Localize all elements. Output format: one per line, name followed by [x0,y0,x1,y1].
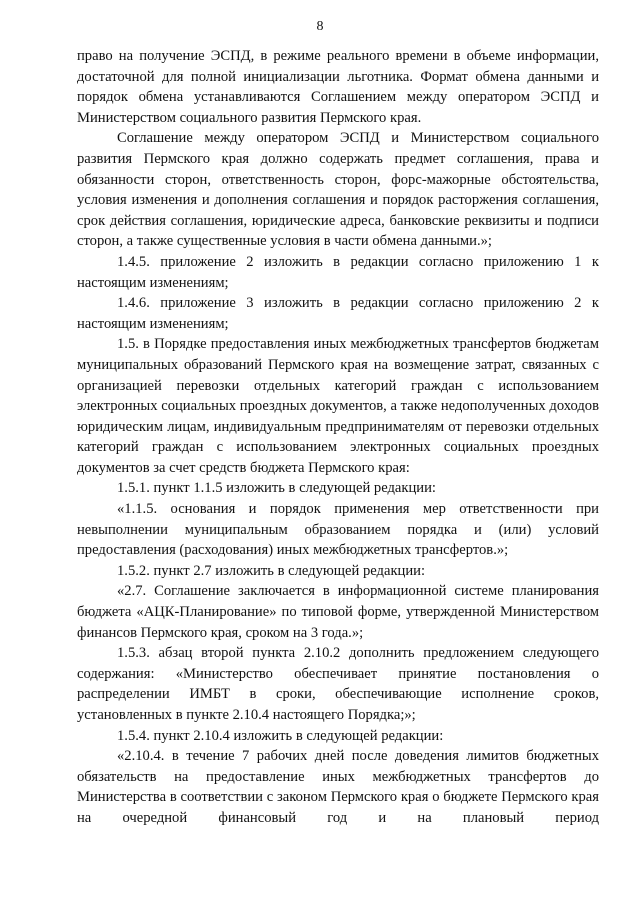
paragraph-1-5: 1.5. в Порядке предоставления иных межбюджетных трансфертов бюджетам муниципальных образований Пермского края на возмещение затрат, связанных с организацией перевозки отдельных категорий граждан с использованием электронных социальных проездных документов, а также недополученных доходов юридическим лицам, индивидуальным предпринимателям от перевозки отдельных категорий граждан с использованием электронных социальных проездных документов за счет средств бюджета Пермского края: [77,336,599,476]
paragraph-1-5-3: 1.5.3. абзац второй пункта 2.10.2 дополнить предложением следующего содержания: «Министерство обеспечивает принятие постановления о распределении ИМБТ в сроки, обеспечивающие исполнение сроков, установленных в пункте 2.10.4 настоящего Порядка;»; [77,645,599,723]
paragraph-quote-2-7: «2.7. Соглашение заключается в информационной системе планирования бюджета «АЦК-Планирование» по типовой форме, утвержденной Министерством финансов Пермского края, сроком на 3 года.»; [77,583,599,641]
paragraph-continuation: право на получение ЭСПД, в режиме реального времени в объеме информации, достаточной для полной инициализации льготника. Формат обмена данными и порядок обмена устанавливаются Соглашением между оператором ЭСПД и Министерством социального развития Пермского края. [77,48,599,126]
paragraph-agreement-content: Соглашение между оператором ЭСПД и Министерством социального развития Пермского края должно содержать предмет соглашения, права и обязанности сторон, ответственность сторон, форс-мажорные обстоятельства, условия изменения и дополнения соглашения и порядок расторжения соглашения, срок действия соглашения, юридические адреса, банковские реквизиты и подписи сторон, а также существенные условия в части обмена данными.»; [77,130,599,250]
paragraph-1-5-4: 1.5.4. пункт 2.10.4 изложить в следующей редакции: [117,727,444,744]
paragraph-quote-2-10-4: «2.10.4. в течение 7 рабочих дней после доведения лимитов бюджетных обязательств на предоставление иных межбюджетных трансфертов до Министерства в соответствии с законом Пермского края о бюджете Пермского края на очередной финансовый год и на плановый период [77,748,599,826]
paragraph-1-4-6: 1.4.6. приложение 3 изложить в редакции согласно приложению 2 к настоящим изменениям; [77,295,599,332]
document-body [77,46,599,829]
paragraph-1-5-2: 1.5.2. пункт 2.7 изложить в следующей редакции: [117,562,426,579]
paragraph-1-5-1: 1.5.1. пункт 1.1.5 изложить в следующей редакции: [117,480,436,497]
page-number: 8 [316,19,324,34]
paragraph-quote-1-1-5: «1.1.5. основания и порядок применения мер ответственности при невыполнении муниципальным образованием порядка и (или) условий предоставления (расходования) иных межбюджетных трансфертов.»; [77,501,599,559]
paragraph-1-4-5: 1.4.5. приложение 2 изложить в редакции согласно приложению 1 к настоящим изменениям; [77,253,599,291]
